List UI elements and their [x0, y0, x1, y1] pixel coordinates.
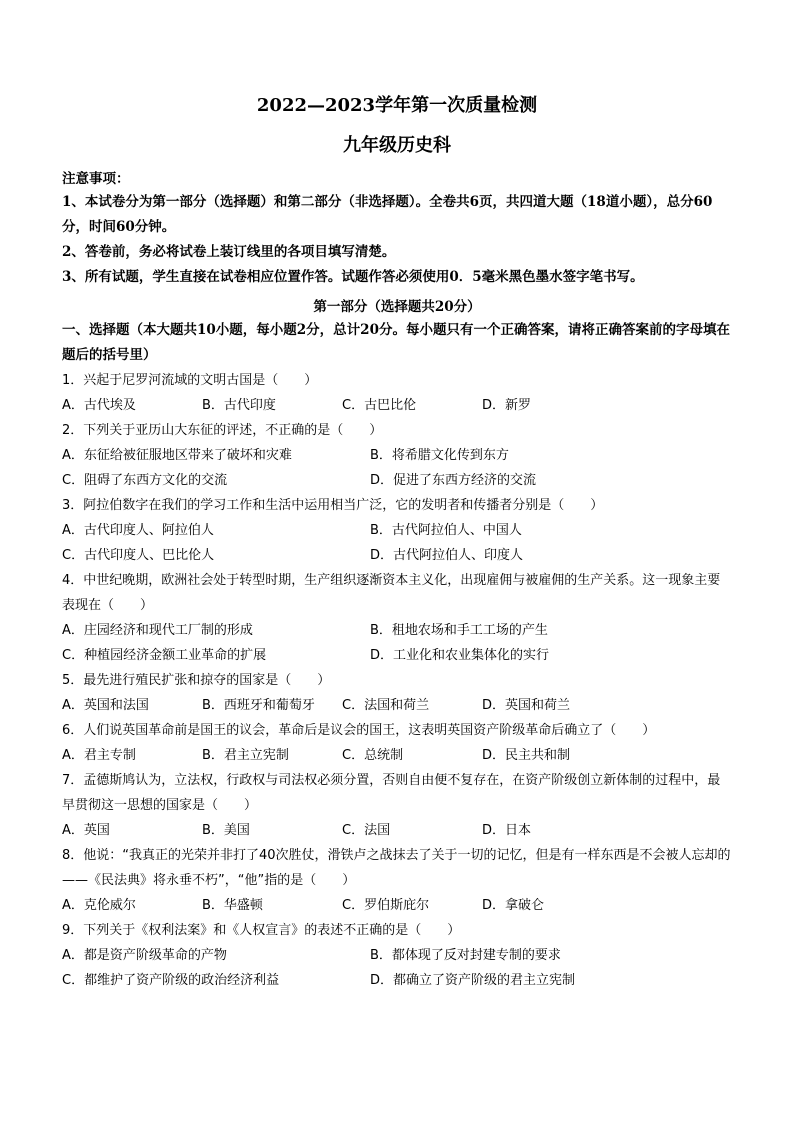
option-list — [62, 393, 732, 418]
option-b: B．西班牙和葡萄牙 — [202, 698, 315, 713]
option-list — [62, 518, 732, 568]
option-a: A．都是资产阶级革命的产物 — [62, 948, 227, 963]
option-d: D．日本 — [482, 823, 532, 838]
part-one-title: 第一部分（选择题共20分） — [313, 299, 481, 315]
notice-label: 注意事项： — [62, 171, 130, 187]
option-c: C．古巴比伦 — [342, 398, 417, 413]
question — [62, 493, 732, 568]
option-c: C．种植园经济金额工业革命的扩展 — [62, 648, 267, 663]
option-c: C．都维护了资产阶级的政治经济利益 — [62, 973, 280, 988]
option-c: C．阻碍了东西方文化的交流 — [62, 473, 228, 488]
option-list — [62, 943, 732, 993]
option-a: A．古代埃及 — [62, 398, 136, 413]
option-d: D．新罗 — [482, 398, 532, 413]
question — [62, 368, 732, 418]
option-a: A．庄园经济和现代工厂制的形成 — [62, 623, 253, 638]
option-b: B．都体现了反对封建专制的要求 — [370, 948, 561, 963]
option-b: B．美国 — [202, 823, 250, 838]
option-list — [62, 743, 732, 768]
option-b: B．古代阿拉伯人、中国人 — [370, 523, 522, 538]
question-stem: 3．阿拉伯数字在我们的学习工作和生活中运用相当广泛，它的发明者和传播者分别是（ ） — [62, 498, 604, 513]
option-d: D．古代阿拉伯人、印度人 — [370, 548, 524, 563]
option-a: A．古代印度人、阿拉伯人 — [62, 523, 214, 538]
option-a: A．君主专制 — [62, 748, 136, 763]
exam-page — [62, 92, 732, 993]
question — [62, 568, 732, 668]
option-b: B．将希腊文化传到东方 — [370, 448, 509, 463]
option-d: D．促进了东西方经济的交流 — [370, 473, 537, 488]
question — [62, 668, 732, 718]
section-heading: 一、选择题（本大题共10小题，每小题2分，总计20分。每小题只有一个正确答案，请将正确答案前的字母填在题后的括号里） — [62, 322, 730, 363]
question-stem: 1．兴起于尼罗河流域的文明古国是（ ） — [62, 373, 318, 388]
question — [62, 918, 732, 993]
option-list — [62, 443, 732, 493]
option-c: C．法国 — [342, 823, 391, 838]
option-a: A．克伦威尔 — [62, 898, 136, 913]
notice-item: 1、本试卷分为第一部分（选择题）和第二部分（非选择题）。全卷共6页，共四道大题（18道小题），总分60分，时间60分钟。 — [62, 194, 713, 235]
question — [62, 418, 732, 493]
option-c: C．罗伯斯庇尔 — [342, 898, 430, 913]
option-list — [62, 618, 732, 668]
question-stem: 9．下列关于《权利法案》和《人权宣言》的表述不正确的是（ ） — [62, 923, 461, 938]
option-b: B．古代印度 — [202, 398, 276, 413]
question-stem: 2．下列关于亚历山大东征的评述，不正确的是（ ） — [62, 423, 383, 438]
exam-subtitle: 九年级历史科 — [343, 135, 451, 156]
option-d: D．民主共和制 — [482, 748, 571, 763]
option-d: D．英国和荷兰 — [482, 698, 571, 713]
option-d: D．工业化和农业集体化的实行 — [370, 648, 550, 663]
option-d: D．都确立了资产阶级的君主立宪制 — [370, 973, 576, 988]
question-stem: 6．人们说英国革命前是国王的议会，革命后是议会的国王，这表明英国资产阶级革命后确立了（ ） — [62, 723, 656, 738]
option-c: C．古代印度人、巴比伦人 — [62, 548, 215, 563]
option-list — [62, 693, 732, 718]
question-stem: 4．中世纪晚期，欧洲社会处于转型时期，生产组织逐渐资本主义化，出现雇佣与被雇佣的生产关系。这一现象主要表现在（ ） — [62, 573, 721, 613]
option-a: A．英国和法国 — [62, 698, 149, 713]
question-stem: 8．他说：“我真正的光荣并非打了40次胜仗，滑铁卢之战抹去了关于一切的记忆，但是有一样东西是不会被人忘却的——《民法典》将永垂不朽”，“他”指的是（ ） — [62, 848, 731, 888]
question — [62, 768, 732, 843]
question — [62, 718, 732, 768]
question — [62, 843, 732, 918]
option-c: C．总统制 — [342, 748, 404, 763]
option-d: D．拿破仑 — [482, 898, 545, 913]
option-a: A．英国 — [62, 823, 110, 838]
notice-item: 3、所有试题，学生直接在试卷相应位置作答。试题作答必须使用0．5毫米黑色墨水签字笔书写。 — [62, 269, 644, 285]
option-b: B．华盛顿 — [202, 898, 263, 913]
option-list — [62, 818, 732, 843]
option-b: B．君主立宪制 — [202, 748, 289, 763]
option-a: A．东征给被征服地区带来了破坏和灾难 — [62, 448, 292, 463]
option-list — [62, 893, 732, 918]
question-stem: 7．孟德斯鸠认为，立法权，行政权与司法权必须分置，否则自由便不复存在，在资产阶级创立新体制的过程中，最早贯彻这一思想的国家是（ ） — [62, 773, 721, 813]
option-c: C．法国和荷兰 — [342, 698, 430, 713]
notice-item: 2、答卷前，务必将试卷上装订线里的各项目填写清楚。 — [62, 244, 396, 260]
option-b: B．租地农场和手工工场的产生 — [370, 623, 548, 638]
exam-title: 2022—2023学年第一次质量检测 — [256, 95, 538, 116]
question-stem: 5．最先进行殖民扩张和掠夺的国家是（ ） — [62, 673, 331, 688]
